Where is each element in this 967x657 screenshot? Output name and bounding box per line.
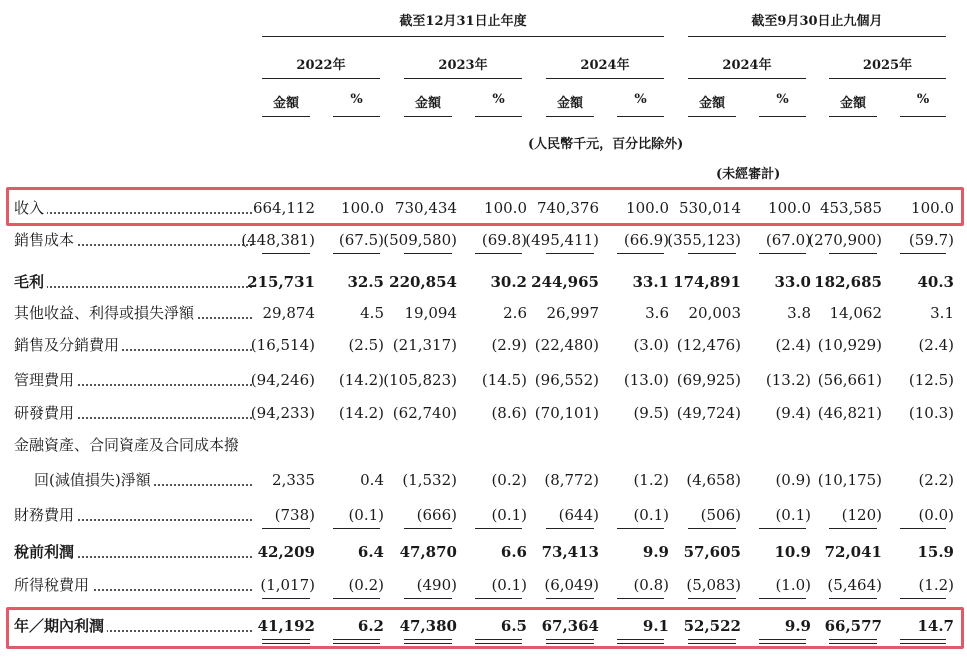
cell-amount: (49,724) [676, 404, 741, 422]
cell-amount: (22,480) [534, 336, 599, 354]
header-group-nine-months: 截至9月30日止九個月 [751, 14, 883, 29]
subtotal-underline [759, 598, 806, 599]
cell-percent: (13.0) [623, 371, 669, 389]
cell-amount: (355,123) [667, 231, 741, 249]
cell-amount: (506) [700, 506, 741, 524]
total-double-underline [688, 639, 736, 644]
header-year-rule [546, 78, 664, 79]
total-double-underline [404, 639, 452, 644]
cell-percent: 6.5 [500, 617, 527, 635]
cell-percent: 6.4 [357, 543, 384, 561]
subtotal-underline [900, 528, 946, 529]
header-amount: 金額 [698, 96, 725, 111]
subtotal-underline [688, 528, 736, 529]
total-double-underline [475, 639, 522, 644]
total-double-underline [759, 639, 806, 644]
header-group-fiscal-year-rule [262, 36, 664, 37]
cell-amount: (46,821) [817, 404, 882, 422]
cell-amount: (1,532) [402, 471, 457, 489]
cell-amount: 29,874 [262, 304, 315, 322]
row-label-text: 年／期內利潤 [14, 617, 107, 635]
cell-amount: (94,233) [250, 404, 315, 422]
row-label-text: 其他收益、利得或損失淨額 [14, 304, 197, 322]
cell-amount: 215,731 [247, 273, 315, 291]
cell-amount: (738) [274, 506, 315, 524]
subtotal-underline [262, 528, 310, 529]
cell-amount: (1,017) [260, 576, 315, 594]
cell-percent: (0.1) [491, 576, 527, 594]
cell-percent: (14.5) [481, 371, 527, 389]
subtotal-underline [759, 253, 806, 254]
cell-amount: 244,965 [531, 273, 599, 291]
unaudited-note: (未經審計) [716, 167, 781, 182]
header-year-2023: 2023年 [438, 58, 488, 73]
header-sub-rule [829, 116, 877, 117]
header-percent: % [776, 92, 789, 107]
header-sub-rule [475, 116, 522, 117]
subtotal-underline [829, 253, 877, 254]
cell-amount: 26,997 [546, 304, 599, 322]
cell-amount: 57,605 [683, 543, 741, 561]
cell-amount: (5,464) [827, 576, 882, 594]
cell-percent: (3.0) [633, 336, 669, 354]
cell-amount: (10,175) [817, 471, 882, 489]
subtotal-underline [475, 598, 522, 599]
cell-amount: 19,094 [404, 304, 457, 322]
header-percent: % [634, 92, 647, 107]
row-label-text: 銷售成本 [14, 231, 77, 249]
cell-percent: (1.2) [918, 576, 954, 594]
header-year-rule [688, 78, 806, 79]
row-label-text: 金融資產、合同資產及合同成本撥 [14, 436, 242, 454]
header-group-nine-months-rule [688, 36, 946, 37]
cell-amount: 67,364 [541, 617, 599, 635]
cell-percent: (14.2) [338, 371, 384, 389]
table-row [0, 225, 967, 255]
cell-percent: 4.5 [360, 304, 384, 322]
cell-amount: (448,381) [241, 231, 315, 249]
cell-percent: (12.5) [908, 371, 954, 389]
subtotal-underline [475, 253, 522, 254]
total-double-underline [333, 639, 380, 644]
table-row [0, 537, 967, 567]
cell-percent: 33.1 [632, 273, 669, 291]
subtotal-underline [404, 253, 452, 254]
subtotal-underline [404, 598, 452, 599]
cell-percent: 100.0 [911, 199, 954, 217]
cell-percent: 2.6 [503, 304, 527, 322]
subtotal-underline [829, 528, 877, 529]
header-year-rule [404, 78, 522, 79]
unit-note: (人民幣千元，百分比除外) [528, 137, 684, 152]
cell-amount: 20,003 [688, 304, 741, 322]
header-percent: % [916, 92, 930, 107]
row-label-text: 銷售及分銷費用 [14, 336, 122, 354]
cell-amount: (5,083) [686, 576, 741, 594]
cell-amount: 530,014 [678, 199, 741, 217]
cell-percent: (10.3) [908, 404, 954, 422]
cell-amount: (96,552) [534, 371, 599, 389]
row-label-text: 毛利 [14, 273, 47, 291]
cell-percent: 100.0 [626, 199, 669, 217]
cell-amount: (8,772) [544, 471, 599, 489]
row-label-text: 所得稅費用 [14, 576, 92, 594]
row-label-text: 管理費用 [14, 371, 77, 389]
cell-percent: 3.1 [930, 304, 954, 322]
cell-percent: (2.4) [918, 336, 954, 354]
cell-percent: (0.1) [348, 506, 384, 524]
cell-amount: 72,041 [824, 543, 882, 561]
subtotal-underline [759, 528, 806, 529]
subtotal-underline [617, 253, 664, 254]
header-year-2022: 2022年 [296, 58, 346, 73]
cell-amount: 52,522 [683, 617, 741, 635]
table-row [0, 430, 967, 460]
row-label-text: 收入 [14, 199, 47, 217]
cell-percent: (67.0) [765, 231, 811, 249]
header-amount: 金額 [556, 96, 583, 111]
header-sub-rule [333, 116, 380, 117]
cell-amount: (509,580) [383, 231, 457, 249]
cell-amount: (105,823) [383, 371, 457, 389]
header-sub-rule [759, 116, 806, 117]
cell-percent: (0.1) [491, 506, 527, 524]
cell-percent: (14.2) [338, 404, 384, 422]
cell-amount: 740,376 [536, 199, 599, 217]
cell-amount: (120) [841, 506, 882, 524]
cell-percent: (0.1) [633, 506, 669, 524]
header-percent: % [350, 92, 363, 107]
header-sub-rule [546, 116, 594, 117]
cell-amount: 73,413 [541, 543, 599, 561]
subtotal-underline [262, 253, 310, 254]
header-sub-rule [617, 116, 664, 117]
cell-amount: 730,434 [394, 199, 457, 217]
table-row [0, 330, 967, 360]
subtotal-underline [829, 598, 877, 599]
cell-amount: (69,925) [676, 371, 741, 389]
header-year-rule [829, 78, 946, 79]
cell-amount: (6,049) [544, 576, 599, 594]
cell-amount: 42,209 [257, 543, 315, 561]
subtotal-underline [546, 598, 594, 599]
cell-percent: (59.7) [908, 231, 954, 249]
cell-percent: (69.8) [481, 231, 527, 249]
total-double-underline [262, 639, 310, 644]
cell-percent: (8.6) [491, 404, 527, 422]
cell-percent: 9.1 [642, 617, 669, 635]
cell-percent: (9.4) [775, 404, 811, 422]
table-row [0, 267, 967, 297]
cell-percent: (13.2) [765, 371, 811, 389]
cell-percent: 6.6 [500, 543, 527, 561]
row-label-text: 財務費用 [14, 506, 77, 524]
header-year-2024: 2024年 [580, 58, 630, 73]
cell-percent: (2.4) [775, 336, 811, 354]
header-amount: 金額 [839, 96, 866, 111]
cell-percent: 15.9 [917, 543, 954, 561]
cell-amount: (490) [416, 576, 457, 594]
table-row [0, 611, 967, 641]
header-year-2025-9m: 2025年 [862, 58, 913, 73]
header-percent: % [492, 92, 505, 107]
cell-percent: 0.4 [360, 471, 384, 489]
cell-percent: (9.5) [633, 404, 669, 422]
cell-percent: 33.0 [774, 273, 811, 291]
cell-amount: (12,476) [676, 336, 741, 354]
header-amount: 金額 [414, 96, 441, 111]
table-row [0, 365, 967, 395]
cell-amount: 47,870 [399, 543, 457, 561]
subtotal-underline [688, 253, 736, 254]
table-row [0, 570, 967, 600]
cell-amount: 174,891 [673, 273, 741, 291]
cell-amount: (4,658) [686, 471, 741, 489]
cell-amount: (21,317) [392, 336, 457, 354]
cell-percent: 100.0 [484, 199, 527, 217]
cell-percent: 9.9 [642, 543, 669, 561]
subtotal-underline [262, 598, 310, 599]
total-double-underline [546, 639, 594, 644]
cell-amount: (62,740) [392, 404, 457, 422]
cell-amount: 41,192 [257, 617, 315, 635]
cell-percent: 14.7 [917, 617, 954, 635]
row-label-text: 稅前利潤 [14, 543, 77, 561]
subtotal-underline [900, 598, 946, 599]
cell-percent: (0.2) [348, 576, 384, 594]
cell-percent: 40.3 [917, 273, 954, 291]
cell-percent: (0.9) [775, 471, 811, 489]
subtotal-underline [333, 598, 380, 599]
header-year-2024-9m: 2024年 [722, 58, 772, 73]
header-sub-rule [262, 116, 310, 117]
table-row [0, 398, 967, 428]
table-row [0, 193, 967, 223]
cell-amount: 182,685 [814, 273, 882, 291]
cell-amount: (56,661) [817, 371, 882, 389]
cell-percent: (1.0) [775, 576, 811, 594]
cell-percent: (67.5) [338, 231, 384, 249]
subtotal-underline [900, 253, 946, 254]
cell-percent: (2.2) [918, 471, 954, 489]
total-double-underline [829, 639, 877, 644]
cell-amount: (644) [558, 506, 599, 524]
cell-amount: 66,577 [824, 617, 882, 635]
cell-percent: (0.8) [633, 576, 669, 594]
subtotal-underline [546, 528, 594, 529]
header-year-rule [262, 78, 380, 79]
cell-amount: (94,246) [250, 371, 315, 389]
cell-percent: 9.9 [784, 617, 811, 635]
subtotal-underline [546, 253, 594, 254]
cell-percent: 6.2 [357, 617, 384, 635]
cell-amount: (270,900) [808, 231, 882, 249]
cell-amount: (10,929) [817, 336, 882, 354]
cell-amount: 14,062 [829, 304, 882, 322]
cell-percent: (2.5) [348, 336, 384, 354]
subtotal-underline [475, 528, 522, 529]
cell-percent: (1.2) [633, 471, 669, 489]
cell-percent: 30.2 [490, 273, 527, 291]
cell-amount: (70,101) [534, 404, 599, 422]
cell-amount: (495,411) [525, 231, 599, 249]
cell-percent: (0.1) [775, 506, 811, 524]
total-double-underline [617, 639, 664, 644]
subtotal-underline [404, 528, 452, 529]
cell-percent: 3.6 [645, 304, 669, 322]
subtotal-underline [688, 598, 736, 599]
cell-amount: (666) [416, 506, 457, 524]
header-group-fiscal-year: 截至12月31日止年度 [399, 14, 527, 29]
cell-amount: 664,112 [252, 199, 315, 217]
total-double-underline [900, 639, 946, 644]
cell-amount: 453,585 [819, 199, 882, 217]
header-amount: 金額 [272, 96, 299, 111]
header-sub-rule [900, 116, 946, 117]
subtotal-underline [333, 253, 380, 254]
subtotal-underline [617, 528, 664, 529]
row-label-text: 回(減值損失)淨額 [34, 471, 154, 489]
cell-percent: 3.8 [787, 304, 811, 322]
header-sub-rule [688, 116, 736, 117]
header-sub-rule [404, 116, 452, 117]
cell-amount: 220,854 [389, 273, 457, 291]
row-label [14, 430, 252, 460]
cell-percent: 10.9 [774, 543, 811, 561]
table-row [0, 465, 967, 495]
cell-percent: (66.9) [623, 231, 669, 249]
cell-percent: (0.0) [918, 506, 954, 524]
cell-amount: (16,514) [250, 336, 315, 354]
cell-percent: (2.9) [491, 336, 527, 354]
table-row [0, 500, 967, 530]
subtotal-underline [617, 598, 664, 599]
cell-percent: 100.0 [341, 199, 384, 217]
cell-percent: (0.2) [491, 471, 527, 489]
row-label-text: 研發費用 [14, 404, 77, 422]
cell-amount: 2,335 [272, 471, 315, 489]
cell-percent: 100.0 [768, 199, 811, 217]
cell-percent: 32.5 [347, 273, 384, 291]
subtotal-underline [333, 528, 380, 529]
table-row [0, 298, 967, 328]
cell-amount: 47,380 [399, 617, 457, 635]
